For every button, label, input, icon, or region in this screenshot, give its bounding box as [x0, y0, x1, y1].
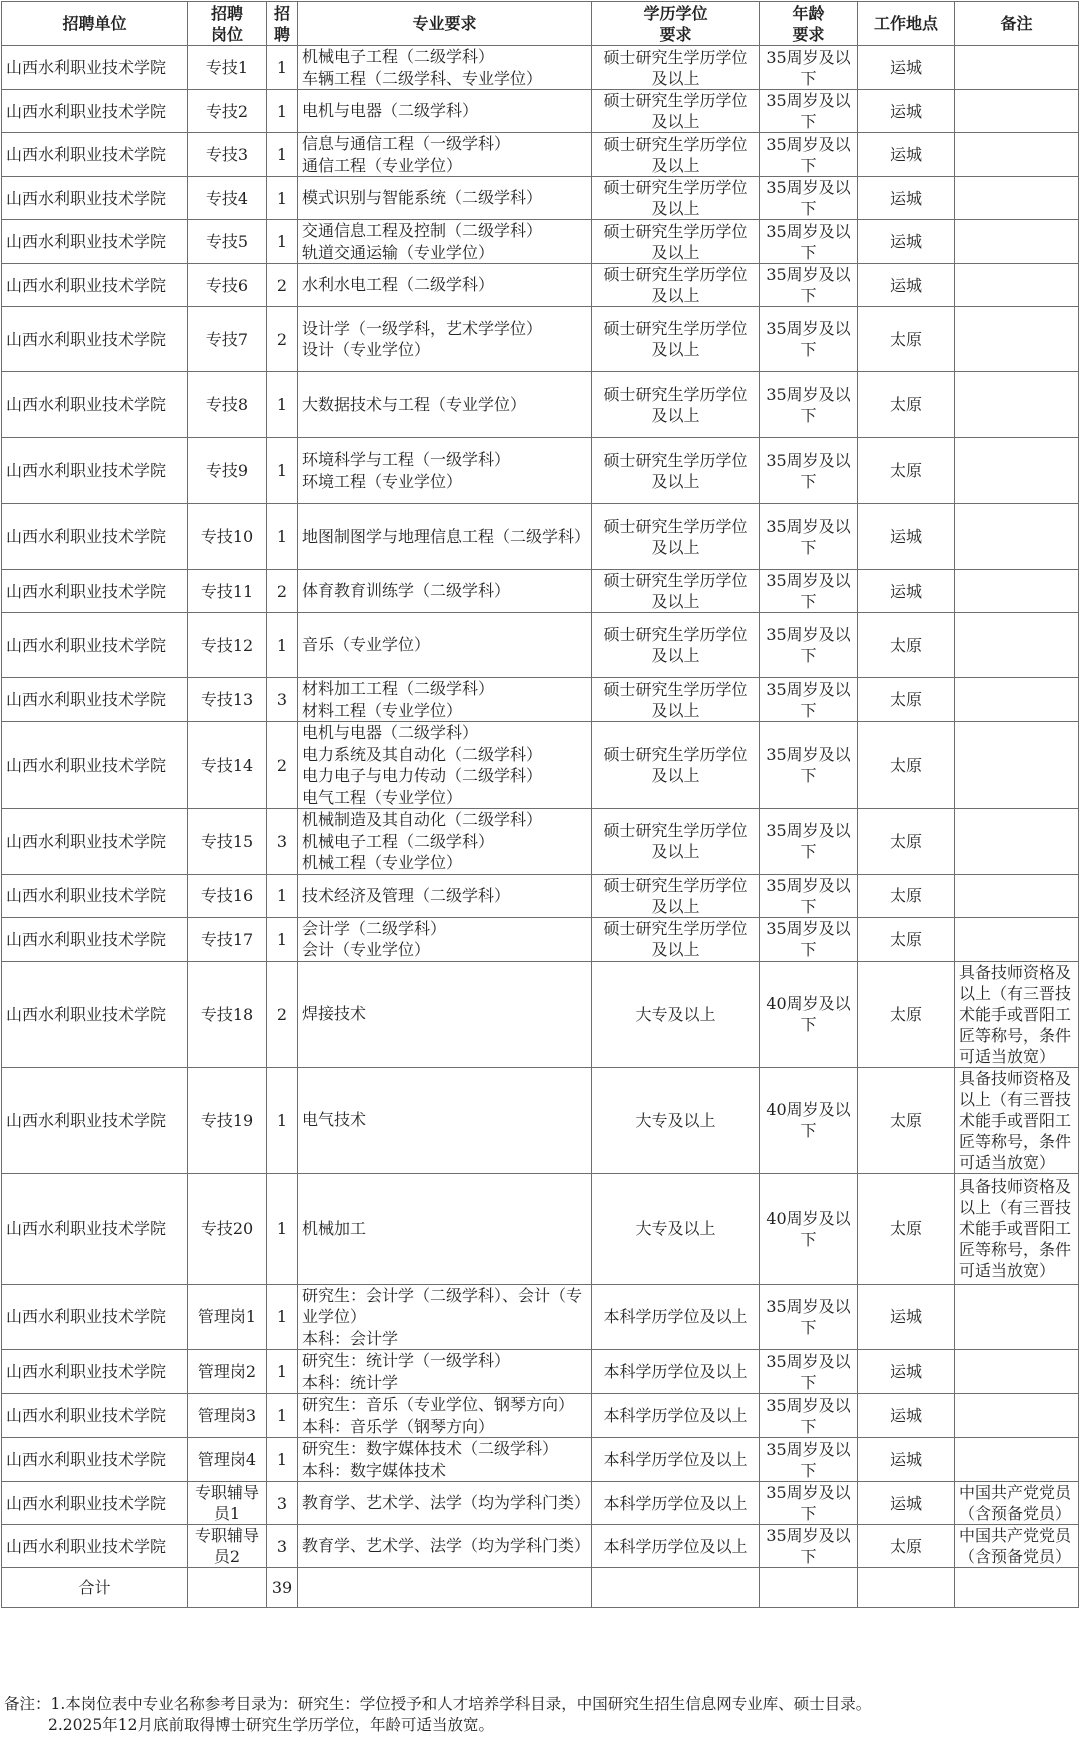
- cell-remark: [955, 613, 1079, 678]
- total-row: [2, 1568, 1079, 1608]
- cell-count: 1: [267, 917, 298, 961]
- major-line: 电气工程（专业学位）: [302, 787, 463, 807]
- total-empty: [592, 1568, 760, 1608]
- cell-location: 太原: [858, 1525, 955, 1568]
- major-line: 机械电子工程（二级学科）: [302, 47, 495, 66]
- cell-location: 运城: [858, 90, 955, 133]
- cell-post: 专技19: [188, 1067, 267, 1173]
- cell-location: 运城: [858, 1394, 955, 1438]
- cell-post: 管理岗4: [188, 1438, 267, 1482]
- cell-age: 35周岁及以下: [760, 1525, 858, 1568]
- cell-major: [298, 722, 592, 809]
- cell-unit: 山西水利职业技术学院: [2, 220, 188, 264]
- cell-education: 本科学历学位及以上: [592, 1525, 760, 1568]
- table-row: [2, 307, 1079, 372]
- cell-unit: 山西水利职业技术学院: [2, 133, 188, 177]
- table-row: [2, 438, 1079, 504]
- cell-unit: 山西水利职业技术学院: [2, 46, 188, 90]
- cell-major: [298, 678, 592, 722]
- cell-age: 35周岁及以下: [760, 1284, 858, 1350]
- major-line: 大数据技术与工程（专业学位）: [302, 394, 527, 414]
- cell-location: 太原: [858, 874, 955, 917]
- major-line: 焊接技术: [302, 1004, 367, 1024]
- cell-post: 管理岗1: [188, 1284, 267, 1350]
- cell-unit: 山西水利职业技术学院: [2, 1482, 188, 1525]
- cell-major: [298, 961, 592, 1067]
- table-row: [2, 372, 1079, 438]
- table-row: [2, 613, 1079, 678]
- table-row: [2, 90, 1079, 133]
- cell-education: 硕士研究生学历学位及以上: [592, 504, 760, 570]
- cell-education: 硕士研究生学历学位及以上: [592, 722, 760, 809]
- cell-education: 本科学历学位及以上: [592, 1482, 760, 1525]
- major-line: 本科：统计学: [302, 1372, 399, 1392]
- cell-location: 运城: [858, 133, 955, 177]
- cell-unit: 山西水利职业技术学院: [2, 917, 188, 961]
- cell-major: [298, 570, 592, 613]
- cell-major: [298, 504, 592, 570]
- cell-age: 35周岁及以下: [760, 678, 858, 722]
- cell-unit: 山西水利职业技术学院: [2, 1350, 188, 1394]
- cell-unit: 山西水利职业技术学院: [2, 722, 188, 809]
- cell-remark: [955, 372, 1079, 438]
- table-row: [2, 1394, 1079, 1438]
- table-row: [2, 46, 1079, 90]
- cell-post: 专技7: [188, 307, 267, 372]
- cell-post: 专职辅导员2: [188, 1525, 267, 1568]
- cell-post: 专技12: [188, 613, 267, 678]
- cell-post: 专技11: [188, 570, 267, 613]
- cell-count: 1: [267, 177, 298, 220]
- cell-education: 本科学历学位及以上: [592, 1438, 760, 1482]
- cell-post: 专技18: [188, 961, 267, 1067]
- total-label: 合计: [2, 1568, 188, 1608]
- cell-count: 2: [267, 722, 298, 809]
- cell-remark: [955, 570, 1079, 613]
- cell-location: 运城: [858, 1284, 955, 1350]
- major-line: 体育教育训练学（二级学科）: [302, 581, 511, 601]
- cell-age: 35周岁及以下: [760, 1438, 858, 1482]
- cell-unit: 山西水利职业技术学院: [2, 1067, 188, 1173]
- cell-education: 硕士研究生学历学位及以上: [592, 177, 760, 220]
- cell-post: 专技9: [188, 438, 267, 504]
- cell-education: 硕士研究生学历学位及以上: [592, 438, 760, 504]
- cell-post: 专职辅导员1: [188, 1482, 267, 1525]
- major-line: 交通信息工程及控制（二级学科）: [302, 221, 543, 240]
- cell-age: 35周岁及以下: [760, 1394, 858, 1438]
- major-line: 材料工程（专业学位）: [302, 700, 463, 720]
- major-line: 电力电子与电力传动（二级学科）: [302, 766, 543, 785]
- cell-education: 本科学历学位及以上: [592, 1394, 760, 1438]
- cell-count: 2: [267, 307, 298, 372]
- cell-location: 太原: [858, 307, 955, 372]
- cell-education: 大专及以上: [592, 1173, 760, 1284]
- cell-education: 硕士研究生学历学位及以上: [592, 570, 760, 613]
- cell-count: 3: [267, 1482, 298, 1525]
- cell-count: 1: [267, 438, 298, 504]
- header-location: 工作地点: [858, 2, 955, 46]
- major-line: 电机与电器（二级学科）: [302, 101, 479, 121]
- table-row: [2, 1482, 1079, 1525]
- cell-major: [298, 809, 592, 875]
- cell-remark: [955, 504, 1079, 570]
- cell-location: 运城: [858, 570, 955, 613]
- cell-age: 35周岁及以下: [760, 613, 858, 678]
- cell-unit: 山西水利职业技术学院: [2, 1394, 188, 1438]
- table-row: [2, 809, 1079, 875]
- total-empty: [955, 1568, 1079, 1608]
- cell-age: 35周岁及以下: [760, 220, 858, 264]
- cell-age: 35周岁及以下: [760, 1482, 858, 1525]
- cell-count: 1: [267, 1067, 298, 1173]
- cell-major: [298, 133, 592, 177]
- cell-remark: [955, 46, 1079, 90]
- cell-major: [298, 874, 592, 917]
- cell-education: 硕士研究生学历学位及以上: [592, 307, 760, 372]
- table-row: [2, 504, 1079, 570]
- cell-major: [298, 1284, 592, 1350]
- cell-age: 35周岁及以下: [760, 133, 858, 177]
- cell-location: 太原: [858, 1173, 955, 1284]
- table-row: [2, 570, 1079, 613]
- footnote-1: 备注：1.本岗位表中专业名称参考目录为：研究生：学位授予和人才培养学科目录，中国研究生招生信息网专业库、硕士目录。: [4, 1695, 872, 1713]
- cell-remark: [955, 1438, 1079, 1482]
- footnotes: [4, 1694, 1076, 1736]
- cell-count: 1: [267, 1394, 298, 1438]
- cell-education: 硕士研究生学历学位及以上: [592, 264, 760, 307]
- cell-count: 1: [267, 613, 298, 678]
- major-line: 轨道交通运输（专业学位）: [302, 242, 495, 262]
- cell-post: 专技14: [188, 722, 267, 809]
- cell-unit: 山西水利职业技术学院: [2, 307, 188, 372]
- cell-major: [298, 1173, 592, 1284]
- total-count: 39: [267, 1568, 298, 1608]
- cell-age: 35周岁及以下: [760, 874, 858, 917]
- cell-remark: [955, 264, 1079, 307]
- major-line: 通信工程（专业学位）: [302, 155, 463, 175]
- cell-age: 35周岁及以下: [760, 438, 858, 504]
- cell-unit: 山西水利职业技术学院: [2, 874, 188, 917]
- major-line: 本科：数字媒体技术: [302, 1460, 447, 1480]
- table-header-row: [2, 2, 1079, 46]
- cell-location: 太原: [858, 1067, 955, 1173]
- table-row: [2, 917, 1079, 961]
- cell-post: 专技4: [188, 177, 267, 220]
- major-line: 本科：音乐学（钢琴方向）: [302, 1416, 495, 1436]
- cell-post: 管理岗3: [188, 1394, 267, 1438]
- cell-unit: 山西水利职业技术学院: [2, 90, 188, 133]
- cell-post: 专技3: [188, 133, 267, 177]
- cell-unit: 山西水利职业技术学院: [2, 177, 188, 220]
- cell-remark: 中国共产党党员（含预备党员）: [955, 1525, 1079, 1568]
- cell-count: 1: [267, 1438, 298, 1482]
- cell-age: 35周岁及以下: [760, 917, 858, 961]
- major-line: 设计（专业学位）: [302, 340, 431, 359]
- cell-major: [298, 1438, 592, 1482]
- cell-count: 1: [267, 372, 298, 438]
- total-empty: [188, 1568, 267, 1608]
- major-line: 机械电子工程（二级学科）: [302, 831, 495, 851]
- cell-post: 专技16: [188, 874, 267, 917]
- table-row: [2, 264, 1079, 307]
- table-row: [2, 1350, 1079, 1394]
- cell-location: 运城: [858, 46, 955, 90]
- cell-remark: [955, 678, 1079, 722]
- cell-education: 本科学历学位及以上: [592, 1284, 760, 1350]
- cell-age: 35周岁及以下: [760, 264, 858, 307]
- cell-remark: [955, 307, 1079, 372]
- cell-remark: [955, 722, 1079, 809]
- cell-unit: 山西水利职业技术学院: [2, 570, 188, 613]
- major-line: 设计学（一级学科，艺术学学位）: [302, 318, 543, 338]
- cell-remark: 具备技师资格及以上（有三晋技术能手或晋阳工匠等称号，条件可适当放宽）: [955, 1173, 1079, 1284]
- cell-age: 35周岁及以下: [760, 90, 858, 133]
- table-row: [2, 1067, 1079, 1173]
- cell-location: 太原: [858, 438, 955, 504]
- header-count: 招 聘: [267, 2, 298, 46]
- cell-post: 专技6: [188, 264, 267, 307]
- cell-remark: 具备技师资格及以上（有三晋技术能手或晋阳工匠等称号，条件可适当放宽）: [955, 1067, 1079, 1173]
- major-line: 本科：会计学: [302, 1328, 399, 1348]
- major-line: 地图制图学与地理信息工程（二级学科）: [302, 526, 591, 546]
- cell-count: 1: [267, 46, 298, 90]
- cell-remark: [955, 133, 1079, 177]
- cell-age: 35周岁及以下: [760, 1350, 858, 1394]
- cell-age: 35周岁及以下: [760, 570, 858, 613]
- cell-major: [298, 438, 592, 504]
- cell-post: 专技20: [188, 1173, 267, 1284]
- cell-remark: [955, 1394, 1079, 1438]
- cell-age: 35周岁及以下: [760, 307, 858, 372]
- major-line: 机械工程（专业学位）: [302, 853, 463, 872]
- table-row: [2, 1173, 1079, 1284]
- cell-major: [298, 177, 592, 220]
- cell-count: 1: [267, 90, 298, 133]
- major-line: 材料加工工程（二级学科）: [302, 679, 495, 698]
- major-line: 模式识别与智能系统（二级学科）: [302, 188, 543, 208]
- cell-location: 运城: [858, 264, 955, 307]
- table-row: [2, 1284, 1079, 1350]
- cell-location: 运城: [858, 220, 955, 264]
- cell-post: 专技10: [188, 504, 267, 570]
- cell-remark: [955, 1350, 1079, 1394]
- cell-count: 1: [267, 504, 298, 570]
- header-age: 年龄 要求: [760, 2, 858, 46]
- major-line: 教育学、艺术学、法学（均为学科门类）: [302, 1493, 591, 1513]
- cell-location: 运城: [858, 1482, 955, 1525]
- cell-education: 硕士研究生学历学位及以上: [592, 90, 760, 133]
- cell-count: 1: [267, 1284, 298, 1350]
- cell-location: 运城: [858, 1350, 955, 1394]
- major-line: 会计（专业学位）: [302, 940, 431, 959]
- cell-location: 太原: [858, 678, 955, 722]
- cell-remark: 具备技师资格及以上（有三晋技术能手或晋阳工匠等称号，条件可适当放宽）: [955, 961, 1079, 1067]
- cell-remark: [955, 917, 1079, 961]
- cell-remark: [955, 438, 1079, 504]
- cell-age: 40周岁及以下: [760, 1067, 858, 1173]
- cell-education: 硕士研究生学历学位及以上: [592, 809, 760, 875]
- cell-education: 硕士研究生学历学位及以上: [592, 917, 760, 961]
- cell-location: 太原: [858, 809, 955, 875]
- cell-education: 硕士研究生学历学位及以上: [592, 613, 760, 678]
- major-line: 研究生：音乐（专业学位、钢琴方向）: [302, 1395, 575, 1414]
- cell-education: 大专及以上: [592, 1067, 760, 1173]
- cell-age: 35周岁及以下: [760, 177, 858, 220]
- cell-count: 1: [267, 1350, 298, 1394]
- cell-age: 35周岁及以下: [760, 372, 858, 438]
- cell-major: [298, 1350, 592, 1394]
- cell-count: 3: [267, 1525, 298, 1568]
- cell-unit: 山西水利职业技术学院: [2, 961, 188, 1067]
- cell-major: [298, 1394, 592, 1438]
- cell-unit: 山西水利职业技术学院: [2, 1438, 188, 1482]
- table-row: [2, 678, 1079, 722]
- cell-count: 2: [267, 570, 298, 613]
- cell-location: 运城: [858, 1438, 955, 1482]
- header-major: 专业要求: [298, 2, 592, 46]
- table-row: [2, 874, 1079, 917]
- cell-remark: [955, 90, 1079, 133]
- cell-count: 2: [267, 264, 298, 307]
- cell-remark: [955, 177, 1079, 220]
- cell-count: 2: [267, 961, 298, 1067]
- cell-remark: 中国共产党党员（含预备党员）: [955, 1482, 1079, 1525]
- cell-unit: 山西水利职业技术学院: [2, 613, 188, 678]
- cell-age: 40周岁及以下: [760, 961, 858, 1067]
- cell-age: 35周岁及以下: [760, 504, 858, 570]
- major-line: 环境科学与工程（一级学科）: [302, 450, 511, 469]
- cell-location: 运城: [858, 504, 955, 570]
- cell-major: [298, 264, 592, 307]
- major-line: 教育学、艺术学、法学（均为学科门类）: [302, 1536, 591, 1556]
- cell-location: 太原: [858, 372, 955, 438]
- cell-count: 1: [267, 220, 298, 264]
- major-line: 音乐（专业学位）: [302, 635, 431, 655]
- header-unit: 招聘单位: [2, 2, 188, 46]
- major-line: 会计学（二级学科）: [302, 918, 447, 938]
- cell-location: 运城: [858, 177, 955, 220]
- cell-age: 35周岁及以下: [760, 809, 858, 875]
- major-line: 电机与电器（二级学科）: [302, 723, 479, 742]
- major-line: 车辆工程（二级学科、专业学位）: [302, 68, 543, 88]
- cell-age: 40周岁及以下: [760, 1173, 858, 1284]
- cell-unit: 山西水利职业技术学院: [2, 1173, 188, 1284]
- cell-major: [298, 46, 592, 90]
- cell-major: [298, 917, 592, 961]
- cell-major: [298, 1482, 592, 1525]
- cell-major: [298, 1067, 592, 1173]
- cell-post: 管理岗2: [188, 1350, 267, 1394]
- cell-unit: 山西水利职业技术学院: [2, 372, 188, 438]
- cell-major: [298, 220, 592, 264]
- cell-education: 硕士研究生学历学位及以上: [592, 372, 760, 438]
- cell-major: [298, 613, 592, 678]
- major-line: 技术经济及管理（二级学科）: [302, 885, 511, 905]
- total-empty: [760, 1568, 858, 1608]
- major-line: 环境工程（专业学位）: [302, 471, 463, 491]
- cell-remark: [955, 1284, 1079, 1350]
- major-line: 电气技术: [302, 1110, 367, 1130]
- major-line: 机械加工: [302, 1218, 367, 1238]
- major-line: 水利水电工程（二级学科）: [302, 275, 495, 295]
- major-line: 电力系统及其自动化（二级学科）: [302, 744, 543, 764]
- cell-unit: 山西水利职业技术学院: [2, 438, 188, 504]
- table-row: [2, 722, 1079, 809]
- major-line: 研究生：会计学（二级学科）、会计（专业学位）: [302, 1285, 583, 1326]
- cell-major: [298, 372, 592, 438]
- cell-remark: [955, 809, 1079, 875]
- table-row: [2, 133, 1079, 177]
- cell-remark: [955, 220, 1079, 264]
- major-line: 研究生：数字媒体技术（二级学科）: [302, 1439, 559, 1458]
- cell-location: 太原: [858, 613, 955, 678]
- cell-count: 3: [267, 678, 298, 722]
- cell-major: [298, 1525, 592, 1568]
- cell-unit: 山西水利职业技术学院: [2, 678, 188, 722]
- cell-education: 本科学历学位及以上: [592, 1350, 760, 1394]
- cell-post: 专技15: [188, 809, 267, 875]
- cell-post: 专技2: [188, 90, 267, 133]
- cell-unit: 山西水利职业技术学院: [2, 264, 188, 307]
- cell-education: 硕士研究生学历学位及以上: [592, 133, 760, 177]
- cell-count: 1: [267, 1173, 298, 1284]
- footnote-2: 2.2025年12月底前取得博士研究生学历学位，年龄可适当放宽。: [48, 1716, 494, 1734]
- cell-post: 专技17: [188, 917, 267, 961]
- cell-education: 硕士研究生学历学位及以上: [592, 46, 760, 90]
- cell-unit: 山西水利职业技术学院: [2, 809, 188, 875]
- cell-post: 专技13: [188, 678, 267, 722]
- cell-education: 硕士研究生学历学位及以上: [592, 678, 760, 722]
- major-line: 研究生：统计学（一级学科）: [302, 1351, 511, 1370]
- major-line: 信息与通信工程（一级学科）: [302, 134, 511, 153]
- cell-age: 35周岁及以下: [760, 722, 858, 809]
- recruitment-table: [1, 1, 1079, 1608]
- cell-education: 硕士研究生学历学位及以上: [592, 220, 760, 264]
- header-education: 学历学位 要求: [592, 2, 760, 46]
- cell-education: 硕士研究生学历学位及以上: [592, 874, 760, 917]
- total-empty: [858, 1568, 955, 1608]
- table-row: [2, 220, 1079, 264]
- cell-location: 太原: [858, 722, 955, 809]
- major-line: 机械制造及其自动化（二级学科）: [302, 810, 543, 829]
- cell-location: 太原: [858, 961, 955, 1067]
- cell-count: 1: [267, 133, 298, 177]
- table-body: [2, 46, 1079, 1608]
- total-empty: [298, 1568, 592, 1608]
- cell-post: 专技5: [188, 220, 267, 264]
- cell-location: 太原: [858, 917, 955, 961]
- cell-post: 专技8: [188, 372, 267, 438]
- cell-unit: 山西水利职业技术学院: [2, 1284, 188, 1350]
- cell-post: 专技1: [188, 46, 267, 90]
- table-row: [2, 961, 1079, 1067]
- cell-age: 35周岁及以下: [760, 46, 858, 90]
- cell-remark: [955, 874, 1079, 917]
- table-row: [2, 1525, 1079, 1568]
- table-row: [2, 177, 1079, 220]
- table-row: [2, 1438, 1079, 1482]
- header-remark: 备注: [955, 2, 1079, 46]
- cell-education: 大专及以上: [592, 961, 760, 1067]
- cell-unit: 山西水利职业技术学院: [2, 504, 188, 570]
- cell-major: [298, 90, 592, 133]
- header-post: 招聘 岗位: [188, 2, 267, 46]
- cell-unit: 山西水利职业技术学院: [2, 1525, 188, 1568]
- cell-major: [298, 307, 592, 372]
- cell-count: 1: [267, 874, 298, 917]
- cell-count: 3: [267, 809, 298, 875]
